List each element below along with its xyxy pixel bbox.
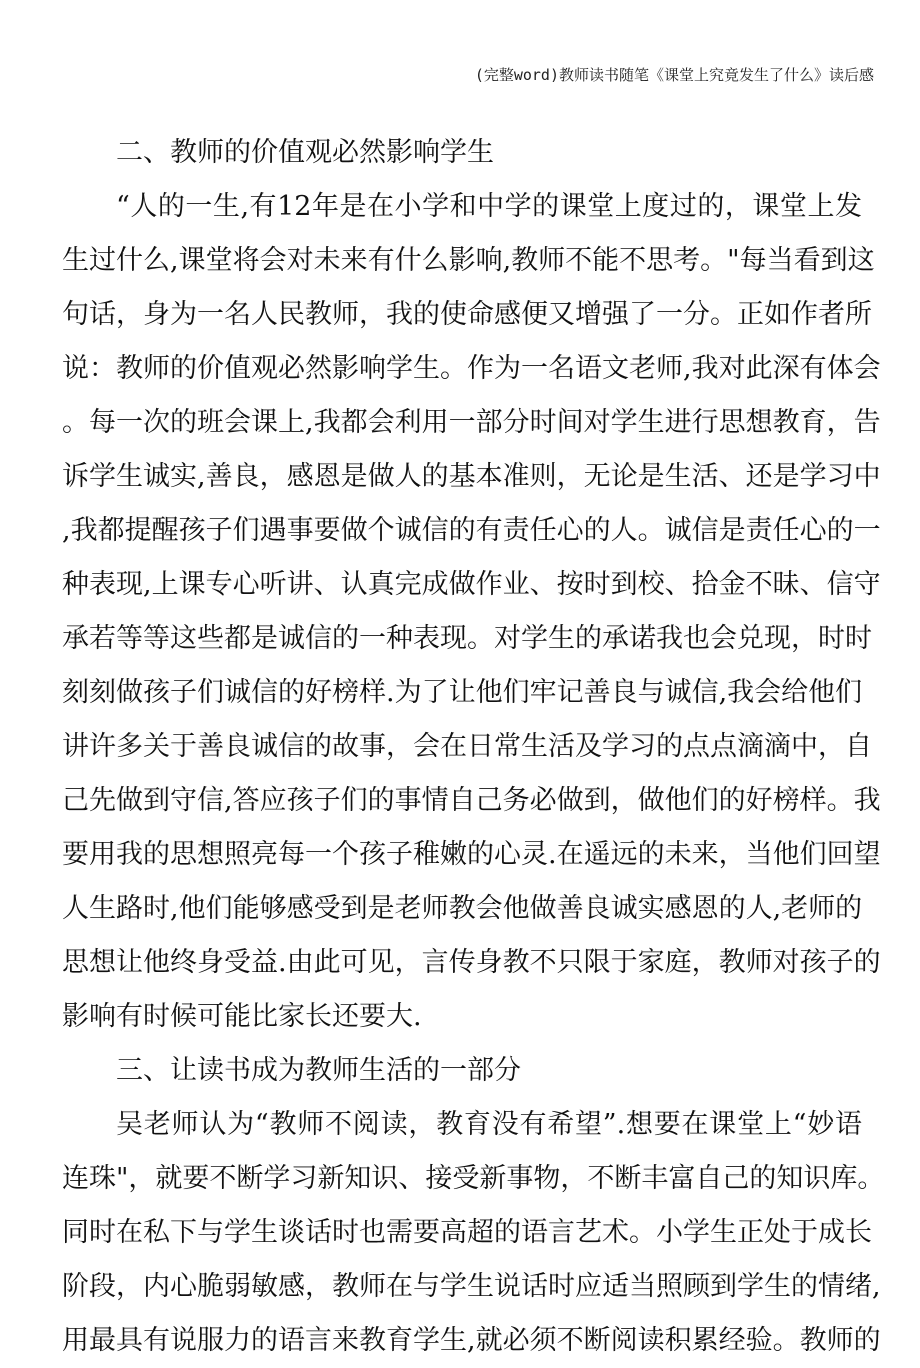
paragraph-line: “人的一生,有12年是在小学和中学的课堂上度过的，课堂上发 xyxy=(116,191,862,222)
paragraph-line: 生过什么,课堂将会对未来有什么影响,教师不能不思考。"每当看到这 xyxy=(62,245,875,276)
paragraph-line: 承若等等这些都是诚信的一种表现。对学生的承诺我也会兑现，时时 xyxy=(62,623,872,654)
paragraph-line: 用最具有说服力的语言来教育学生,就必须不断阅读积累经验。教师的 xyxy=(62,1325,881,1356)
paragraph-line: 思想让他终身受益.由此可见，言传身教不只限于家庭，教师对孩子的 xyxy=(62,947,881,978)
paragraph-line: 影响有时候可能比家长还要大. xyxy=(62,1001,422,1032)
paragraph-line: 讲许多关于善良诚信的故事，会在日常生活及学习的点点滴滴中，自 xyxy=(62,731,872,762)
paragraph-line: 连珠"，就要不断学习新知识、接受新事物，不断丰富自己的知识库。 xyxy=(62,1163,885,1194)
document-body xyxy=(62,126,885,1368)
paragraph-line: 己先做到守信,答应孩子们的事情自己务必做到，做他们的好榜样。我 xyxy=(62,785,881,816)
paragraph-line: 阶段，内心脆弱敏感，教师在与学生说话时应适当照顾到学生的情绪, xyxy=(62,1271,881,1302)
paragraph-line: 吴老师认为“教师不阅读，教育没有希望”.想要在课堂上“妙语 xyxy=(116,1109,862,1140)
paragraph-line: 句话，身为一名人民教师，我的使命感便又增强了一分。正如作者所 xyxy=(62,299,872,330)
paragraph-line: 说：教师的价值观必然影响学生。作为一名语文老师,我对此深有体会 xyxy=(62,353,881,384)
paragraph-line: 刻刻做孩子们诚信的好榜样.为了让他们牢记善良与诚信,我会给他们 xyxy=(62,677,863,708)
section-heading: 三、让读书成为教师生活的一部分 xyxy=(116,1055,521,1086)
paragraph-line: 诉学生诚实,善良，感恩是做人的基本准则，无论是生活、还是学习中 xyxy=(62,461,881,492)
paragraph-line: 。每一次的班会课上,我都会利用一部分时间对学生进行思想教育，告 xyxy=(62,407,881,438)
paragraph-line: 种表现,上课专心听讲、认真完成做作业、按时到校、拾金不昧、信守 xyxy=(62,569,881,600)
paragraph-line: 同时在私下与学生谈话时也需要高超的语言艺术。小学生正处于成长 xyxy=(62,1217,872,1248)
section-heading: 二、教师的价值观必然影响学生 xyxy=(116,137,494,168)
paragraph-line: 要用我的思想照亮每一个孩子稚嫩的心灵.在遥远的未来，当他们回望 xyxy=(62,839,881,870)
paragraph-line: 人生路时,他们能够感受到是老师教会他做善良诚实感恩的人,老师的 xyxy=(62,893,863,924)
page-header: (完整word)教师读书随笔《课堂上究竟发生了什么》读后感 xyxy=(474,66,874,84)
paragraph-line: ,我都提醒孩子们遇事要做个诚信的有责任心的人。诚信是责任心的一 xyxy=(62,515,881,546)
